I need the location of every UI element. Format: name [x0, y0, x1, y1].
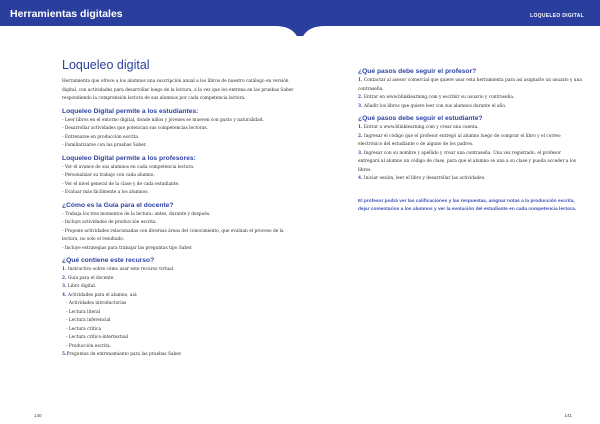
item-number: 3. — [358, 150, 363, 156]
list-item: - Propone actividades relacionadas con diversas áreas del conocimiento, que evalúan el proceso de la lectura, no solo el resultado. — [62, 228, 284, 242]
list-item: - Trabaja los tres momentos de la lectura: antes, durante y después. — [62, 211, 211, 217]
item-text: Actividades para el alumno, así: — [67, 292, 138, 298]
page-title: Loqueleo digital — [62, 58, 150, 72]
right-column — [358, 64, 582, 215]
students-list — [62, 117, 294, 151]
header-title: Herramientas digitales — [10, 8, 123, 20]
list-item — [62, 266, 294, 275]
list-item: - Incluye estrategias para trabajar las preguntas tipo Saber. — [62, 245, 193, 251]
item-text: Preguntas de entrenamiento para las pruebas Saber. — [66, 352, 182, 357]
teacher-steps-heading: ¿Qué pasos debe seguir el profesor? — [358, 68, 477, 75]
item-text: Entrar en www.blinklearning.com y escribir su usuario y contraseña. — [363, 95, 515, 100]
sub-list-item: - Producción escrita. — [66, 343, 112, 349]
student-steps-heading: ¿Qué pasos debe seguir el estudiante? — [358, 115, 483, 122]
list-item: - Evaluar más fácilmente a los alumnos. — [62, 190, 149, 195]
list-item: - Ver el nivel general de la clase y de cada estudiante. — [62, 181, 180, 187]
guide-list — [62, 211, 294, 254]
item-text: Añadir los libros que quiere leer con sus alumnos durante el año. — [363, 103, 507, 109]
sub-list-item: - Lectura crítica — [66, 326, 102, 332]
list-item: - Entrenarse en producción escrita. — [62, 134, 140, 140]
page-number-right: 141 — [564, 413, 572, 418]
sub-list-item: - Lectura literal — [66, 309, 101, 315]
header-band — [0, 0, 600, 36]
teachers-list — [62, 164, 294, 198]
intro-paragraph: Herramienta que ofrece a los alumnos una suscripción anual a los libros de nuestro catálogo en versión digital, con actividades para desarrollar luego de la lectura, a la vez que los entrena en las pruebas Saber respondiendo la comprensión lectora de sus alumnos por cada competencia lectora. — [62, 79, 294, 101]
list-item — [62, 275, 294, 284]
page-number-left: 140 — [34, 413, 42, 418]
list-item — [62, 351, 294, 360]
list-item: - Ver el avance de sus alumnos en cada competencia lectora. — [62, 164, 195, 170]
item-text: Libro digital. — [67, 284, 97, 289]
list-item: - Personalizar su trabajo con cada alumno. — [62, 173, 155, 178]
list-item — [62, 292, 294, 301]
list-item: - Leer libros en el entorno digital, donde niños y jóvenes se mueven con gusto y naturalidad. — [62, 117, 264, 123]
sub-list-item: - Lectura inferencial — [66, 318, 111, 323]
item-text: Instructivo sobre cómo usar este recurso virtual. — [67, 267, 175, 272]
sub-list-item: - Actividades introductorias — [66, 301, 127, 306]
item-number: 2. — [358, 133, 363, 139]
header-right-label: LOQUELEO DIGITAL — [530, 13, 584, 19]
item-text: Ingresar con su nombre y apellido y crear una contraseña. Una vez registrado, el profesor entregará al alumno un código de clase, para que el alumno se una a su clase y pueda acceder a los libros. — [358, 150, 576, 173]
item-text: Entrar a www.blinklearning.com y crear una cuenta. — [363, 125, 479, 130]
item-number: 4. — [62, 292, 67, 298]
left-column — [62, 58, 294, 360]
item-number: 2. — [358, 95, 363, 100]
list-item — [358, 175, 582, 184]
list-item — [62, 283, 294, 292]
sub-list-item: - Lectura crítico-intertextual — [66, 335, 129, 340]
item-number: 3. — [62, 284, 67, 289]
contents-heading: ¿Qué contiene este recurso? — [62, 257, 155, 264]
teachers-heading: Loqueleo Digital permite a los profesores: — [62, 154, 196, 162]
list-item — [358, 103, 582, 112]
list-item — [358, 150, 582, 176]
item-text: Contactar al asesor comercial que quiere usar esta herramienta para así asignarle un usuario y una contraseña. — [358, 78, 582, 92]
item-text: Iniciar sesión, leer el libro y desarrollar las actividades. — [363, 176, 486, 181]
students-heading: Loqueleo Digital permite a los estudiantes: — [62, 107, 199, 115]
teacher-steps-list — [358, 77, 582, 111]
item-number: 1. — [62, 267, 67, 272]
list-item: - Desarrollar actividades que potencian sus competencias lectoras. — [62, 126, 209, 131]
contents-list — [62, 266, 294, 360]
list-item — [358, 77, 582, 94]
student-steps-list — [358, 124, 582, 184]
item-number: 1. — [358, 78, 363, 83]
item-number: 3. — [358, 103, 363, 109]
item-number: 1. — [358, 125, 363, 130]
item-number: 5. — [62, 352, 67, 357]
guide-heading: ¿Cómo es la Guía para el docente? — [62, 201, 174, 209]
item-number: 2. — [62, 275, 67, 281]
list-item — [358, 124, 582, 133]
list-item: - Familiarizarse con las pruebas Saber. — [62, 143, 147, 148]
item-text: Ingresar el código que el profesor entregó al alumno luego de comprar el libro y el correo electrónico del estudiante o de alguno de los padres. — [358, 133, 561, 147]
closing-statement: El profesor podrá ver las calificaciones y las respuestas, asignar notas a la producción escrita, dejar comentarios a los alumnos y ver la evolución del estudiante en cada competencia lectora. — [358, 198, 577, 212]
item-number: 4. — [358, 176, 363, 181]
list-item: - Incluye actividades de producción escrita. — [62, 220, 157, 225]
list-item — [358, 133, 582, 150]
item-text: Guía para el docente. — [67, 275, 115, 281]
list-item — [358, 94, 582, 103]
